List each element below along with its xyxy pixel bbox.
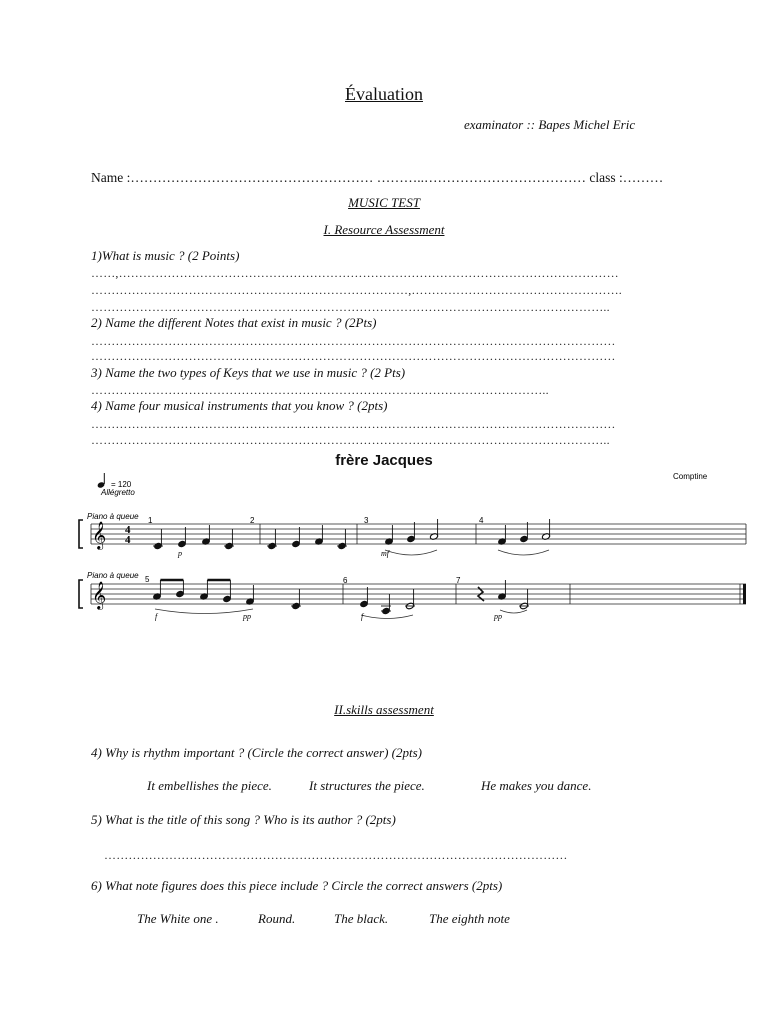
question-5: 5) What is the title of this song ? Who is its author ? (2pts): [91, 812, 396, 827]
sheet-music: [0, 470, 768, 630]
treble-clef-icon: 𝄞: [92, 521, 107, 549]
measure-number: 6: [343, 576, 348, 585]
final-barline: [743, 584, 746, 604]
answer-line: ……,……………………………………………………………………………………………………………: [91, 266, 619, 280]
question-4: 4) Name four musical instruments that you know ? (2pts): [91, 398, 388, 413]
dynamic-marking: mf: [381, 549, 389, 558]
measure-number: 1: [148, 516, 153, 525]
answer-line: …………………………………………………………………………………………………..: [91, 383, 549, 397]
examiner-line: examinator :: Bapes Michel Eric: [464, 117, 636, 132]
answer-line: ………………………………………………………………………………………………………………..: [91, 433, 610, 447]
measure-number: 2: [250, 516, 255, 525]
question-3: 3) Name the two types of Keys that we use in music ? (2 Pts): [91, 365, 406, 380]
answer-option[interactable]: It structures the piece.: [309, 778, 425, 793]
question-1: 1)What is music ? (2 Points): [91, 248, 240, 263]
dynamic-marking: pp: [243, 612, 251, 621]
question-2: 2) Name the different Notes that exist in music ? (2Pts): [91, 315, 377, 330]
time-signature-top: 4: [125, 524, 131, 536]
section1-heading: I. Resource Assessment: [323, 222, 445, 237]
answer-option[interactable]: Round.: [258, 911, 296, 926]
name-class-line: Name :……………………………………………… ………..……………………………… class :………: [91, 170, 664, 185]
composer: Comptine: [673, 472, 708, 481]
answer-option[interactable]: The eighth note: [429, 911, 510, 926]
tempo-marking: [97, 473, 136, 497]
score-title: frère Jacques: [335, 452, 433, 469]
instrument-label-2: Piano à queue: [87, 571, 139, 580]
measure-number: 7: [456, 576, 461, 585]
instrument-label-1: Piano à queue: [87, 512, 139, 521]
answer-line: …………………………………………………………………………………………………………………: [91, 417, 616, 431]
dynamic-marking: pp: [494, 612, 502, 621]
dynamic-marking: f: [155, 612, 158, 621]
answer-line: ………………………………………………………………………………………………………………..: [91, 300, 610, 314]
question-4b: 4) Why is rhythm important ? (Circle the correct answer) (2pts): [91, 745, 422, 760]
answer-option[interactable]: It embellishes the piece.: [147, 778, 272, 793]
answer-line: ……………………………………………………………………………………………………: [104, 848, 568, 862]
tempo-value: = 120: [111, 480, 132, 489]
system-bracket: [79, 520, 83, 548]
test-title: MUSIC TEST: [348, 195, 420, 210]
question-6: 6) What note figures does this piece include ? Circle the correct answers (2pts): [91, 878, 503, 893]
measure-number: 3: [364, 516, 369, 525]
answer-line: …………………………………………………………………………………………………………………: [91, 334, 616, 348]
system-bracket: [79, 580, 83, 608]
time-signature-bottom: 4: [125, 534, 131, 546]
page-title: Évaluation: [345, 84, 423, 104]
measure-number: 4: [479, 516, 484, 525]
measure-number: 5: [145, 575, 150, 584]
answer-option[interactable]: The black.: [334, 911, 389, 926]
answer-line: ……………………………………………………………………,…………………………………………….: [91, 283, 622, 297]
tempo-word: Allégretto: [101, 488, 135, 497]
treble-clef-icon: 𝄞: [92, 581, 107, 609]
section2-heading: II.skills assessment: [334, 702, 434, 717]
answer-line: …………………………………………………………………………………………………………………: [91, 349, 616, 363]
answer-option[interactable]: The White one .: [137, 911, 219, 926]
answer-option[interactable]: He makes you dance.: [481, 778, 592, 793]
dynamic-marking: p: [178, 549, 182, 558]
dynamic-marking: f: [361, 612, 364, 621]
